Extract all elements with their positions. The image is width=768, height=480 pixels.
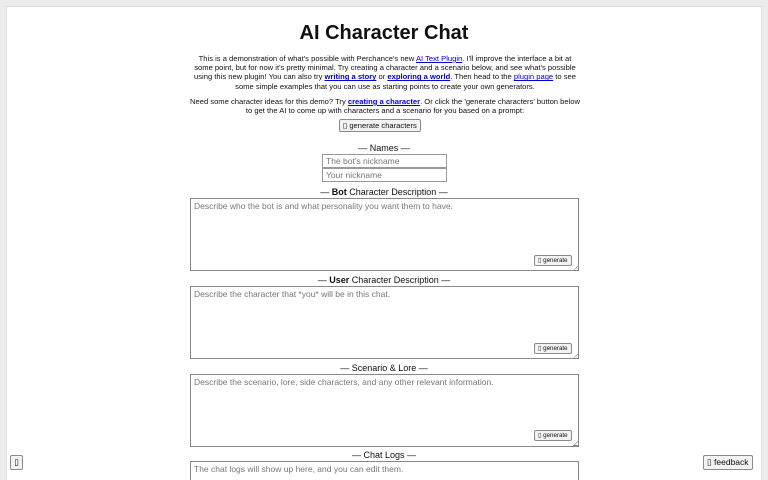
user-label-pre: — <box>317 275 330 285</box>
intro-text-5: to see some simple examples that you can use as starting points to create your own generators. <box>235 72 576 91</box>
plugin-page-link[interactable]: plugin page <box>513 72 554 82</box>
user-nickname-input[interactable] <box>322 168 447 182</box>
names-label: — Names — <box>358 143 410 153</box>
user-generate-button[interactable]: ▯ generate <box>534 343 572 354</box>
menu-icon: ▯ <box>14 458 19 468</box>
bot-label-bold: Bot <box>331 187 347 197</box>
scenario-textarea[interactable] <box>190 374 579 447</box>
writing-a-story-link[interactable]: writing a story <box>324 72 377 82</box>
intro-text <box>190 54 580 121</box>
resize-handle-icon[interactable] <box>573 353 579 359</box>
generate-characters-label: generate characters <box>349 121 417 130</box>
intro-text-4: . Then head to the <box>450 72 514 82</box>
user-label-bold: User <box>329 275 350 285</box>
bot-description-label <box>7 187 761 197</box>
user-description-textarea[interactable] <box>190 286 579 359</box>
bot-generate-button[interactable]: ▯ generate <box>534 255 572 266</box>
intro-text-1: This is a demonstration of what's possible with Perchance's new <box>198 54 416 63</box>
intro-text-7: . Or click the 'generate characters' button below to get the AI to come up with characters and a scenario for you based on a prompt: <box>245 96 580 116</box>
bot-description-textarea[interactable] <box>190 198 579 271</box>
ai-text-plugin-link[interactable]: AI Text Plugin <box>415 54 463 63</box>
bot-nickname-input[interactable] <box>322 154 447 168</box>
feedback-button[interactable]: ▯ feedback <box>703 455 753 470</box>
generate-characters-button[interactable] <box>339 119 421 132</box>
intro-paragraph-1 <box>190 54 580 91</box>
menu-button[interactable] <box>10 455 23 470</box>
exploring-a-world-link[interactable]: exploring a world <box>387 72 451 82</box>
bot-label-post: Character Description — <box>346 187 448 197</box>
user-label-post: Character Description — <box>349 275 451 285</box>
resize-handle-icon[interactable] <box>573 265 579 271</box>
creating-a-character-link[interactable]: creating a character <box>347 96 421 106</box>
chat-logs-textarea[interactable] <box>190 461 579 480</box>
resize-handle-icon[interactable] <box>573 440 579 446</box>
page <box>6 6 762 480</box>
page-title: AI Character Chat <box>299 22 469 44</box>
intro-paragraph-2 <box>190 97 580 115</box>
user-description-label <box>7 275 761 285</box>
intro-text-3: or <box>376 72 388 82</box>
scenario-generate-button[interactable]: ▯ generate <box>534 430 572 441</box>
generate-icon: ▯ <box>343 121 348 130</box>
bot-label-pre: — <box>320 187 332 197</box>
chat-logs-label: — Chat Logs — <box>351 450 417 460</box>
intro-text-2: . I'll improve the interface a bit at some point, but for now it's pretty minimal. Try creating a character and a scenario below, and see what's possible using this new plugin! You can also try <box>194 54 576 82</box>
scenario-label: — Scenario & Lore — <box>340 363 428 373</box>
intro-text-6: Need some character ideas for this demo? Try <box>190 96 348 106</box>
